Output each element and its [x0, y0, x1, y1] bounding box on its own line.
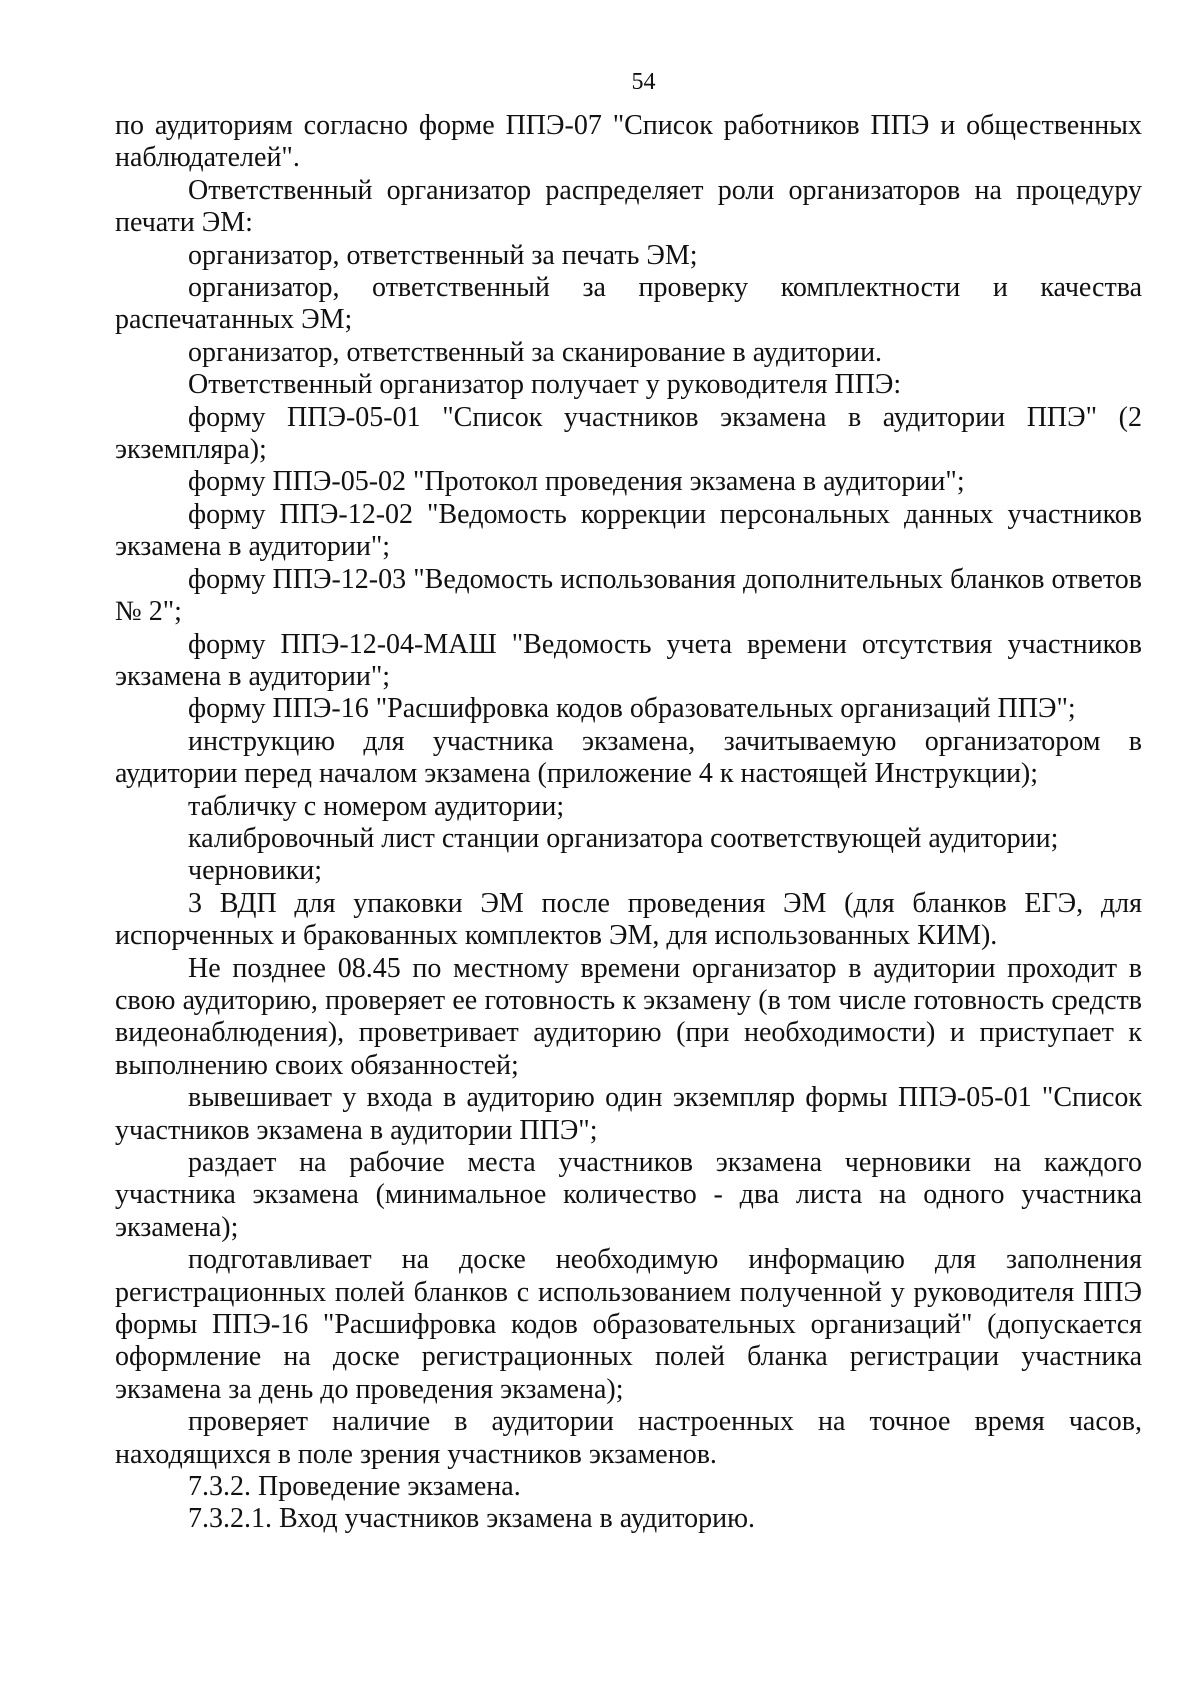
document-body	[115, 110, 1142, 1536]
list-item: форму ППЭ-16 "Расшифровка кодов образовательных организаций ППЭ";	[188, 693, 1076, 725]
list-item: форму ППЭ-05-02 "Протокол проведения экзамена в аудитории";	[188, 466, 965, 498]
list-item: организатор, ответственный за печать ЭМ;	[188, 239, 698, 271]
list-item: 3 ВДП для упаковки ЭМ после проведения ЭМ (для бланков ЕГЭ, для испорченных и бракованных комплектов ЭМ, для использованных КИМ).	[115, 887, 1142, 952]
list-item: табличку с номером аудитории;	[188, 790, 565, 822]
list-item: инструкцию для участника экзамена, зачитываемую организатором в аудитории перед началом экзамена (приложение 4 к настоящей Инструкции);	[115, 725, 1142, 790]
list-item: раздает на рабочие места участников экзамена черновики на каждого участника экзамена (минимальное количество - два листа на одного участника экзамена);	[115, 1147, 1142, 1243]
list-item: форму ППЭ-12-03 "Ведомость использования дополнительных бланков ответов № 2";	[115, 563, 1142, 628]
paragraph: по аудиториям согласно форме ППЭ-07 "Список работников ППЭ и общественных наблюдателей".	[115, 110, 1142, 174]
list-item: форму ППЭ-05-01 "Список участников экзамена в аудитории ППЭ" (2 экземпляра);	[115, 401, 1142, 466]
paragraph: Ответственный организатор получает у руководителя ППЭ:	[188, 369, 902, 401]
section-heading: 7.3.2. Проведение экзамена.	[188, 1471, 521, 1503]
paragraph: Ответственный организатор распределяет роли организаторов на процедуру печати ЭМ:	[115, 174, 1142, 239]
list-item: организатор, ответственный за сканирование в аудитории.	[188, 336, 883, 368]
paragraph: Не позднее 08.45 по местному времени организатор в аудитории проходит в свою аудиторию, проверяет ее готовность к экзамену (в том числе готовность средств видеонаблюдения), проветривает аудиторию (при необходимости) и приступает к выполнению своих обязанностей;	[115, 952, 1142, 1081]
list-item: форму ППЭ-12-04-МАШ "Ведомость учета времени отсутствия участников экзамена в аудитории";	[115, 628, 1142, 692]
list-item: черновики;	[188, 855, 323, 887]
page-number: 54	[631, 69, 656, 95]
list-item: проверяет наличие в аудитории настроенных на точное время часов, находящихся в поле зрения участников экзаменов.	[115, 1406, 1142, 1470]
list-item: организатор, ответственный за проверку комплектности и качества распечатанных ЭМ;	[115, 272, 1142, 336]
list-item: вывешивает у входа в аудиторию один экземпляр формы ППЭ-05-01 "Список участников экзамена в аудитории ППЭ";	[115, 1082, 1142, 1146]
list-item: калибровочный лист станции организатора соответствующей аудитории;	[188, 822, 1059, 854]
section-heading: 7.3.2.1. Вход участников экзамена в аудиторию.	[188, 1503, 755, 1535]
list-item: подготавливает на доске необходимую информацию для заполнения регистрационных полей бланков с использованием полученной у руководителя ППЭ формы ППЭ-16 "Расшифровка кодов образовательных организаций" (допускается оформление на доске регистрационных полей бланка регистрации участника экзамена за день до проведения экзамена);	[115, 1244, 1142, 1405]
list-item: форму ППЭ-12-02 "Ведомость коррекции персональных данных участников экзамена в аудитории";	[115, 498, 1142, 563]
